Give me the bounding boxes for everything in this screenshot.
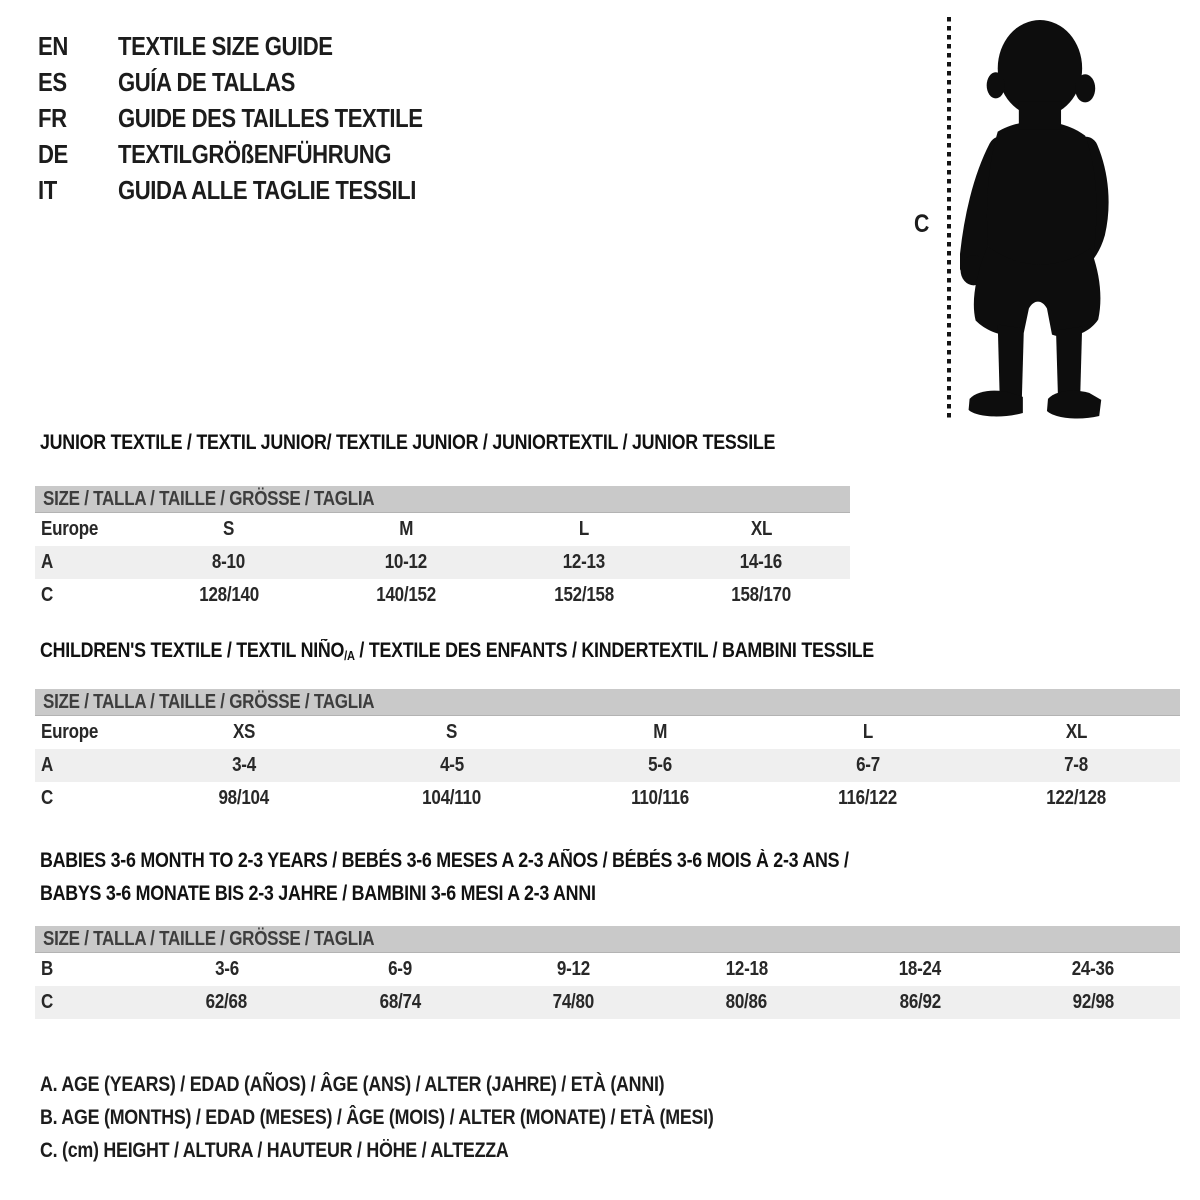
language-code: ES [38,66,67,97]
row-label-text: Europe [41,721,99,743]
size-cell [140,754,348,777]
junior-textile-title-text: JUNIOR TEXTILE / TEXTIL JUNIOR/ TEXTILE JUNIOR / JUNIORTEXTIL / JUNIOR TESSILE [40,431,776,454]
row-label [35,551,140,574]
language-row-es [38,64,476,100]
size-cell [313,991,486,1014]
height-measure-line [945,15,953,421]
size-cell [764,754,972,777]
size-value: 10-12 [385,551,428,573]
row-height-cm [35,986,1180,1019]
size-cell [556,787,764,810]
childrens-textile-title-text [40,639,874,663]
size-value: 3-6 [214,958,239,980]
size-value: 116/122 [838,787,898,809]
size-value: 12-18 [725,958,768,980]
size-value: L [578,518,589,540]
size-cell [972,787,1180,810]
guide-title-fr: GUIDE DES TAILLES TEXTILE [118,102,423,133]
size-value: 5-6 [648,754,672,776]
language-row-en [38,28,476,64]
legend-line-b-text: B. AGE (MONTHS) / EDAD (MESES) / ÂGE (MOIS) / ALTER (MONATE) / ETÀ (MESI) [40,1105,714,1129]
row-height-cm [35,579,850,612]
size-cell [972,721,1180,744]
size-value: 6-7 [856,754,880,776]
row-label-text: C [41,787,54,809]
title-main: CHILDREN'S TEXTILE / TEXTIL NIÑO [40,639,345,662]
legend-line-a-text: A. AGE (YEARS) / EDAD (AÑOS) / ÂGE (ANS) / ALTER (JAHRE) / ETÀ (ANNI) [40,1072,665,1096]
size-value: 104/110 [422,787,482,809]
size-cell [972,754,1180,777]
size-value: 128/140 [198,584,259,606]
size-cell [660,958,833,981]
size-cell [1007,958,1180,981]
language-code: FR [38,102,67,133]
babies-table-rows [35,953,1180,1019]
row-label-text: Europe [41,518,99,540]
size-value: M [653,721,667,743]
size-value: 14-16 [740,551,783,573]
row-label-text: C [41,991,54,1013]
size-value: S [223,518,235,540]
toddler-silhouette-icon [960,13,1144,423]
size-cell [487,991,660,1014]
childrens-textile-table [35,639,1180,824]
size-value: L [862,721,874,743]
row-label-text: B [41,958,54,980]
size-value: 152/158 [553,584,614,606]
size-value: 24-36 [1072,958,1115,980]
size-cell [140,721,348,744]
size-cell [487,958,660,981]
row-label [35,721,140,744]
size-value: 110/116 [631,787,689,809]
size-value: 8-10 [212,551,246,573]
size-cell [140,958,313,981]
childrens-textile-title [40,639,1021,663]
size-cell [348,721,556,744]
size-cell [313,958,486,981]
size-value: 3-4 [232,754,256,776]
size-cell [495,518,673,541]
row-age-years [35,749,1180,782]
row-label [35,787,140,810]
legend-line-c-text: C. (cm) HEIGHT / ALTURA / HAUTEUR / HÖHE / ALTEZZA [40,1138,509,1162]
height-measure-label: C [914,210,930,238]
size-value: 158/170 [731,584,792,606]
measure-legend [40,1068,832,1167]
language-row-fr [38,100,476,136]
guide-title-it: GUIDA ALLE TAGLIE TESSILI [118,174,416,205]
size-cell [660,991,833,1014]
size-cell [764,787,972,810]
size-value: 86/92 [899,991,941,1013]
language-code: IT [38,174,57,205]
size-value: 4-5 [440,754,464,776]
size-value: 6-9 [388,958,412,980]
size-value: 80/86 [726,991,768,1013]
junior-table-rows [35,513,850,612]
size-cell [764,721,972,744]
title-subscript: /A [344,648,355,663]
row-label-text: C [41,584,54,606]
size-header-bar [35,689,1180,716]
size-cell [348,754,556,777]
size-cell [140,787,348,810]
title-rest: / TEXTILE DES ENFANTS / KINDERTEXTIL / BAMBINI TESSILE [354,639,874,662]
size-value: 62/68 [206,991,248,1013]
junior-textile-table [35,431,850,616]
size-value: 68/74 [379,991,421,1013]
row-label [35,991,140,1014]
legend-line-a [40,1068,832,1101]
size-value: 9-12 [556,958,590,980]
size-cell [556,754,764,777]
size-value: 7-8 [1064,754,1088,776]
language-row-it [38,172,476,208]
size-header-bar [35,926,1180,953]
row-europe [35,716,1180,749]
row-label [35,584,140,607]
size-header-bar [35,486,850,513]
childrens-table-rows [35,716,1180,815]
size-cell [833,958,1006,981]
size-value: 140/152 [376,584,437,606]
row-label [35,958,140,981]
babies-textile-table [35,849,1180,1029]
size-cell [495,551,673,574]
babies-title-line1 [40,849,991,873]
size-cell [833,991,1006,1014]
size-value: 12-13 [562,551,605,573]
size-value: XL [750,518,772,540]
size-cell [318,518,496,541]
babies-title-line2 [40,882,694,906]
babies-title-line1-text: BABIES 3-6 MONTH TO 2-3 YEARS / BEBÉS 3-6 MESES A 2-3 AÑOS / BÉBÉS 3-6 MOIS À 2-3 ANS / [40,849,849,872]
size-cell [140,991,313,1014]
language-code: EN [38,30,68,61]
size-value: 98/104 [218,787,270,809]
guide-title-es: GUÍA DE TALLAS [118,66,295,97]
guide-title-en: TEXTILE SIZE GUIDE [118,30,333,61]
size-cell [673,551,851,574]
row-label [35,754,140,777]
size-header-label: SIZE / TALLA / TAILLE / GRÖSSE / TAGLIA [43,927,375,950]
junior-textile-title [40,431,905,455]
size-cell [140,518,318,541]
size-value: 74/80 [552,991,594,1013]
babies-title-line2-text: BABYS 3-6 MONATE BIS 2-3 JAHRE / BAMBINI 3-6 MESI A 2-3 ANNI [40,882,596,905]
row-europe [35,513,850,546]
size-value: 18-24 [898,958,942,980]
size-cell [348,787,556,810]
size-value: 92/98 [1072,991,1114,1013]
size-header-label: SIZE / TALLA / TAILLE / GRÖSSE / TAGLIA [43,487,375,510]
size-cell [673,518,851,541]
row-label-text: A [41,754,54,776]
size-value: XS [232,721,256,743]
guide-title-de: TEXTILGRÖßENFÜHRUNG [118,138,392,169]
size-cell [673,584,851,607]
size-value: 122/128 [1046,787,1106,809]
size-value: S [446,721,458,743]
row-label [35,518,140,541]
row-label-text: A [41,551,54,573]
size-value: M [399,518,414,540]
language-row-de [38,136,476,172]
row-age-months [35,953,1180,986]
language-title-list [38,28,476,208]
size-cell [495,584,673,607]
legend-line-b [40,1101,832,1134]
row-age-years [35,546,850,579]
size-value: XL [1065,721,1087,743]
size-cell [140,584,318,607]
size-cell [140,551,318,574]
size-cell [318,584,496,607]
size-cell [318,551,496,574]
legend-line-c [40,1134,832,1167]
row-height-cm [35,782,1180,815]
size-cell [556,721,764,744]
size-cell [1007,991,1180,1014]
size-header-label: SIZE / TALLA / TAILLE / GRÖSSE / TAGLIA [43,690,375,713]
language-code: DE [38,138,68,169]
